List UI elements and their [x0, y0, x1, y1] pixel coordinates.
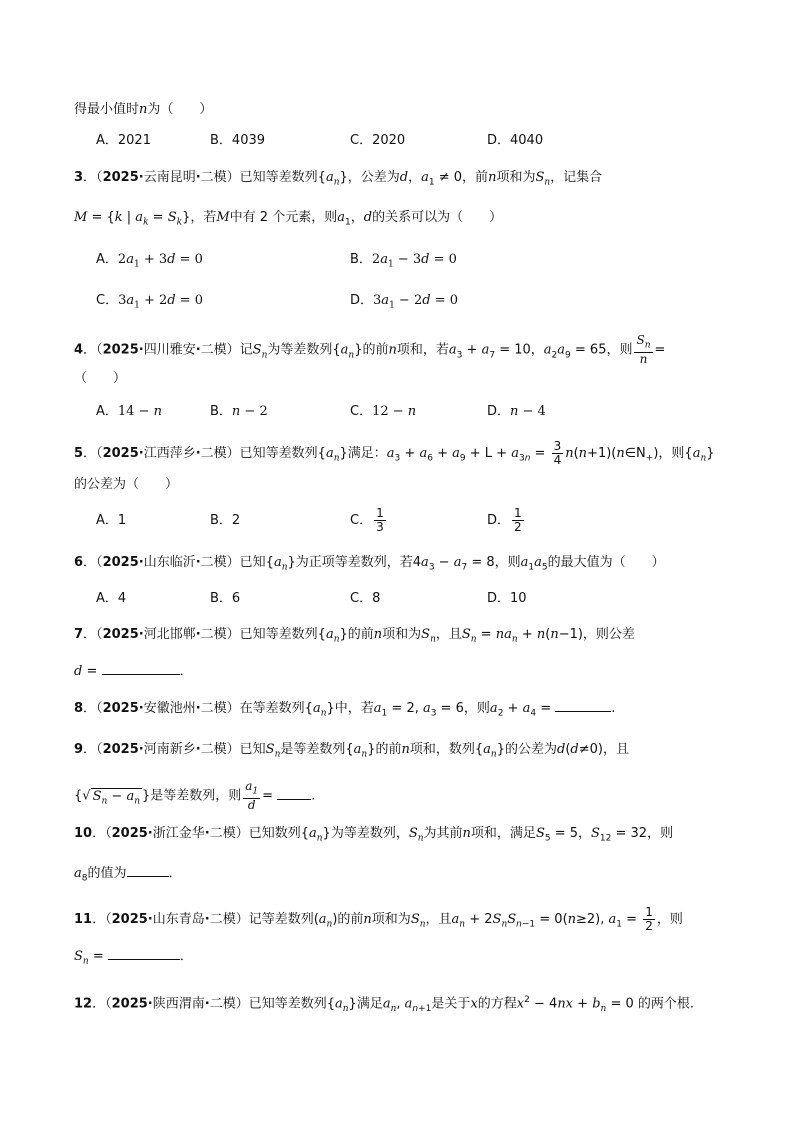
- q3-option-a: A．$2a_1 + 3d = 0$: [96, 252, 203, 270]
- question-7-line-1: 7．（2025·河北邯郸·二模）已知等差数列$\{a_n\}$的前n项和为$S_n$，且$S_n = na_n + n(n-1)$，则公差: [74, 627, 635, 645]
- q2-option-b: B．4039: [210, 133, 266, 148]
- q4-option-a: A．14 − n: [96, 404, 162, 419]
- q6-option-b: B．6: [210, 591, 241, 606]
- question-11-line-1: 11．（2025·山东青岛·二模）记等差数列$(a_n)$的前n项和为$S_n$，且$a_n + 2S_nS_{n-1} = 0(n\ge 2)$, $a_1$ = $\frac{1}{2}$ ，则: [74, 905, 683, 933]
- question-11-line-2: $S_n$ = ．: [74, 949, 193, 967]
- q6-option-a: A．4: [96, 591, 127, 606]
- question-4-line-2: （ ）: [74, 371, 127, 386]
- question-6-line-1: 6．（2025·山东临沂·二模）已知$\{a_n\}$为正项等差数列，若$4a_3 - a_7 = 8$，则$a_1a_5$的最大值为（ ）: [74, 555, 665, 573]
- q6-option-c: C．8: [350, 591, 381, 606]
- q3-option-b: B．$2a_1 - 3d = 0$: [350, 252, 457, 270]
- question-10-line-2: $a_8$的值为 ．: [74, 866, 182, 884]
- q3-option-d: D．$3a_1 - 2d = 0$: [350, 293, 458, 311]
- q2-option-c: C．2020: [350, 133, 406, 148]
- question-4-line-1: 4．（2025·四川雅安·二模）记$S_n$为等差数列$\{a_n\}$的前n项和，若$a_3 + a_7 = 10$，$a_2a_9 = 65$，则 $\frac{S_n}{n}$ =: [74, 333, 666, 367]
- q4-option-b: B．n − 2: [210, 404, 268, 419]
- q4-option-d: D．n − 4: [487, 404, 546, 419]
- q5-option-c: C． $\frac{1}{3}$: [350, 506, 384, 534]
- question-3-line-1: 3．（2025·云南昆明·二模）已知等差数列$\{a_n\}$，公差为d，$a_1 \ne 0$，前n项和为$S_n$，记集合: [74, 170, 603, 188]
- q2-option-a: A．2021: [96, 133, 151, 148]
- question-2-tail: 得最小值时n为（ ）: [74, 102, 213, 117]
- question-9-line-2: {√ $S_n - a_n$ }是等差数列，则 $\frac{a_1}{d}$ = .: [74, 779, 316, 813]
- q3-option-c: C．$3a_1 + 2d = 0$: [96, 293, 204, 311]
- q6-option-d: D．10: [487, 591, 527, 606]
- question-7-line-2: d = ．: [74, 664, 193, 679]
- question-5-line-2: 的公差为（ ）: [74, 477, 179, 492]
- question-10-line-1: 10．（2025·浙江金华·二模）已知数列$\{a_n\}$为等差数列，$S_n$为其前n项和，满足$S_5 = 5$，$S_{12} = 32$，则: [74, 826, 674, 844]
- q4-option-c: C．12 − n: [350, 404, 417, 419]
- question-12-line-1: 12．（2025·陕西渭南·二模）已知等差数列$\{a_n\}$满足$a_n$, $a_{n+1}$是关于x的方程$x^2 - 4nx + b_n = 0$ 的两个根.: [74, 995, 695, 1014]
- question-8-line-1: 8．（2025·安徽池州·二模）在等差数列$\{a_n\}$中，若$a_1 = 2$, $a_3 = 6$，则$a_2 + a_4$ = .: [74, 701, 616, 719]
- q5-option-d: D． $\frac{1}{2}$: [487, 506, 522, 534]
- q5-option-a: A．1: [96, 513, 127, 528]
- question-5-line-1: 5．（2025·江西萍乡·二模）已知等差数列$\{a_n\}$满足：$a_3 + a_6 + a_9 + L + a_{3n}$ = $\frac{3}{4}$ $n(n+1)(n\in N_+)$，则$\{a_n\}$: [74, 439, 715, 467]
- question-3-line-2: M = {k | $a_k = S_k$}，若M中有 2 个元素，则$a_1$，d的关系可以为（ ）: [74, 210, 503, 228]
- q5-option-b: B．2: [210, 513, 241, 528]
- q2-option-d: D．4040: [487, 133, 544, 148]
- question-9-line-1: 9．（2025·河南新乡·二模）已知$S_n$是等差数列$\{a_n\}$的前n项和，数列$\{a_n\}$的公差为d(d≠0)，且: [74, 742, 629, 760]
